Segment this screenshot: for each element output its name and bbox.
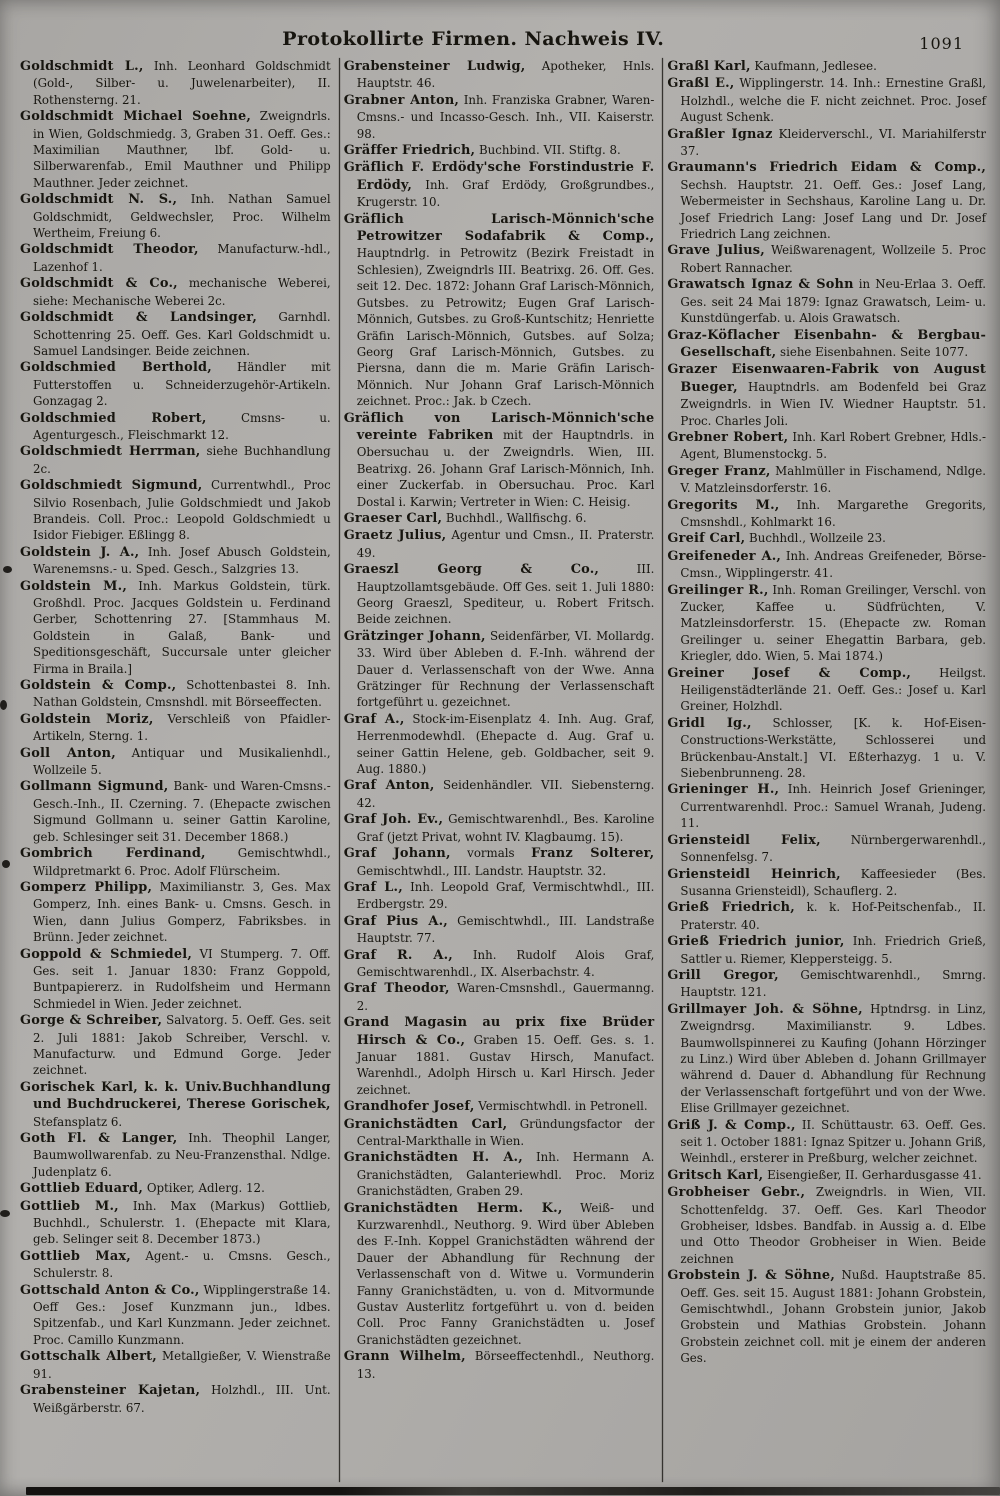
firm-name: Graf Joh. Ev.,	[343, 812, 444, 828]
directory-entry	[344, 410, 655, 510]
directory-entry	[667, 159, 986, 242]
directory-entry	[344, 980, 655, 1014]
firm-name: Grillmayer Joh. & Söhne,	[667, 1001, 863, 1017]
directory-entry	[344, 527, 655, 561]
directory-entry	[344, 1200, 655, 1349]
page-number: 1091	[919, 34, 964, 53]
scan-artifact-speck	[2, 860, 10, 868]
directory-entry	[20, 677, 331, 711]
firm-name: Goldschmidt & Landsinger,	[20, 310, 258, 326]
directory-entry	[344, 845, 655, 879]
entry-text: Inh. Andreas Greifeneder, Börse-Cmsn., Wipplingerstr. 41.	[680, 548, 986, 581]
entry-text: Eisengießer, II. Gerhardusgasse 41.	[763, 1167, 982, 1182]
directory-entry	[344, 1014, 655, 1098]
firm-name: Goldschmidt L.,	[20, 59, 144, 74]
firm-name: Goldschmiedt Herrman,	[20, 444, 201, 460]
directory-entry	[20, 108, 331, 191]
directory-entry	[20, 191, 331, 241]
firm-name: Grabensteiner Ludwig,	[343, 59, 526, 74]
entry-text: Agent.- u. Cmsns. Gesch., Schulerstr. 8.	[33, 1248, 331, 1281]
directory-entry	[20, 241, 331, 275]
directory-entry	[667, 548, 986, 582]
directory-entry	[667, 463, 986, 497]
directory-entry	[667, 933, 986, 967]
firm-name: Gorischek Karl, k. k. Univ.Buchhandlung und Buchdruckerei, Therese Gorischek,	[20, 1079, 331, 1113]
directory-entry	[20, 1282, 331, 1349]
entry-text: Apotheker, Hnls. Hauptstr. 46.	[356, 59, 655, 91]
entry-text: Kaffeesieder (Bes. Susanna Griensteidl), Schauflerg. 2.	[680, 866, 987, 898]
entry-text: Gründungsfactor der Central-Markthalle in Wien.	[356, 1116, 655, 1148]
entry-text: Buchhdl., Wollzeile 23.	[745, 531, 886, 546]
entry-text: Kleiderverschl., VI. Mariahilferstr 37.	[680, 126, 987, 159]
entry-text: Seidenfärber, VI. Mollardg. 33. Wird über Ableben d. F.-Inh. während der Dauer d. Verlassenschaft von der Wwe. Anna Grätzinger für Rechnung der Verlassenschaft fortgeführt u. gezeichnet.	[356, 628, 655, 710]
entry-text: Hptndrsg. in Linz, Zweigndrsg. Maximilianstr. 9. Ldbes. Baumwollspinnerei zu Kaufing (Johann Hörzinger zu Linz.) Wird über Ableben d. Johann Grillmayer während d. Dauer d. Abhandlung für Rechnung der Verlassenschaft fortgeführt und von der Wwe. Elise Grillmayer gezeichnet.	[680, 1001, 987, 1116]
firm-name: Goldschmied Robert,	[20, 410, 207, 426]
firm-name: Gottschald Anton & Co.,	[20, 1282, 200, 1298]
directory-entry	[667, 832, 986, 866]
directory-column-3	[667, 58, 990, 1482]
directory-entry	[667, 665, 986, 715]
directory-entry	[344, 561, 655, 628]
firm-name: Goldschmidt Michael Soehne,	[20, 109, 252, 125]
entry-text: Verschleiß von Pfaidler-Artikeln, Sterng. 1.	[33, 711, 331, 744]
entry-text: Weiß- und Kurzwarenhdl., Neuthorg. 9. Wird über Ableben des F.-Inh. Koppel Granichstädten während der Dauer der Abhandlung für Rechnung der Verlassenschaft von d. Witwe u. Vormunderin Fanny Granichstädten, u. von d. Mitvormunde Gustav Austerlitz fortgeführt u. von d. beiden Coll. Proc Fanny Granichstädten u. Josef Granichstädten gezeichnet.	[356, 1200, 655, 1347]
directory-entry	[20, 275, 331, 309]
directory-column-1	[20, 58, 335, 1482]
directory-entry	[667, 126, 986, 160]
entry-text: III. Hauptzollamtsgebäude. Off Ges. seit 1. Juli 1880: Georg Graeszl, Spediteur, u. Robert Fritsch. Beide zeichnen.	[356, 562, 655, 627]
firm-name: Granichstädten Herm. K.,	[343, 1200, 563, 1216]
firm-name: Gräffer Friedrich,	[343, 143, 476, 159]
directory-entry	[667, 582, 986, 665]
firm-name: Greiner Josef & Comp.,	[667, 665, 912, 681]
firm-name: Goldschmidt N. S.,	[20, 192, 178, 208]
scan-artifact-speck	[3, 566, 12, 573]
column-divider	[339, 58, 340, 1482]
firm-name: Goll Anton,	[20, 745, 116, 761]
entry-text: Inh. Franziska Grabner, Waren-Cmsns.- und Incasso-Gesch. Inh., VII. Kaiserstr. 98.	[356, 92, 655, 141]
directory-entry	[344, 211, 655, 410]
entry-text: Kaufmann, Jedlesee.	[750, 59, 877, 73]
directory-entry	[667, 242, 986, 276]
firm-name: Gräflich Larisch-Mönnich'sche Petrowitzer Sodafabrik & Comp.,	[343, 211, 655, 245]
scan-artifact-speck	[0, 700, 7, 710]
directory-entry	[344, 947, 655, 981]
directory-entry	[667, 1001, 986, 1117]
firm-name: Goldstein & Comp.,	[20, 678, 177, 694]
entry-text: II. Schüttaustr. 63. Oeff. Ges. seit 1. October 1881: Ignaz Spitzer u. Johann Griß, Weinhdl., ersterer in Preßburg, welcher zeichnet.	[680, 1117, 987, 1166]
firm-name: Gollmann Sigmund,	[20, 779, 169, 795]
entry-text: Currentwhdl., Proc Silvio Rosenbach, Julie Goldschmiedt und Jakob Brandeis. Coll. Proc.: Leopold Goldschmiedt u Isidor Fiebiger. Eßlingg 8.	[33, 478, 331, 543]
directory-entry	[667, 715, 986, 782]
firm-name: Griensteidl Heinrich,	[667, 866, 841, 882]
entry-text: Stefansplatz 6.	[33, 1114, 123, 1129]
firm-name: Grabner Anton,	[343, 92, 460, 108]
entry-text: Gemischtwarenhdl., Smrng. Hauptstr. 121.	[680, 967, 986, 1000]
entry-text: Weißwarenagent, Wollzeile 5. Proc Robert Rannacher.	[680, 243, 987, 275]
directory-entry	[667, 967, 986, 1001]
directory-entry	[20, 845, 331, 879]
firm-name: Griß J. & Comp.,	[667, 1117, 796, 1133]
entry-text: Stock-im-Eisenplatz 4. Inh. Aug. Graf, Herrenmodewhdl. (Ehepacte d. Aug. Graf u. seiner Gattin Helene, geb. Goldbacher, seit 9. Aug. 1880.)	[356, 711, 655, 777]
directory-entry	[344, 159, 655, 210]
directory-entry	[667, 1184, 986, 1267]
directory-entry	[667, 276, 986, 326]
firm-name: Goldstein M.,	[20, 578, 128, 594]
firm-name: Grieß Friedrich junior,	[667, 934, 845, 950]
entry-text: Inh. Hermann A. Granichstädten, Galanteriewhdl. Proc. Moriz Granichstädten, Graben 29.	[356, 1150, 655, 1199]
directory-entry	[20, 1198, 331, 1248]
firm-name: Gottschalk Albert,	[20, 1349, 157, 1365]
directory-entry	[20, 58, 331, 108]
directory-entry	[20, 1248, 331, 1282]
directory-entry	[20, 1382, 331, 1416]
firm-name: Griensteidl Felix,	[667, 832, 821, 848]
firm-name: Grave Julius,	[667, 243, 765, 259]
scan-artifact-speck	[0, 1210, 10, 1217]
entry-text: Inh. Margarethe Gregorits, Cmsnshdl., Kohlmarkt 16.	[680, 497, 986, 529]
entry-text: Mahlmüller in Fischamend, Ndlge. V. Matzleinsdorferstr. 16.	[680, 463, 987, 496]
firm-name: Goldschmiedt Sigmund,	[20, 478, 203, 494]
directory-entry	[20, 711, 331, 745]
entry-text: Inh. Max (Markus) Gottlieb, Buchhdl., Schulerstr. 1. (Ehepacte mit Klara, geb. Selinger seit 8. December 1873.)	[33, 1198, 331, 1247]
entry-text: Schlosser, [K. k. Hof-Eisen-Constructions-Werkstätte, Schlosserei und Brückenbau-Anstalt.] VI. Eßterhazyg. 1 u. V. Siebenbrunneng. 28.	[680, 715, 987, 781]
firm-name: Grobheiser Gebr.,	[667, 1185, 806, 1201]
firm-name: Graf L.,	[343, 879, 403, 895]
entry-text: Garnhdl. Schottenring 25. Oeff. Ges. Karl Goldschmidt u. Samuel Landsinger. Beide zeichnen.	[33, 310, 331, 358]
entry-text: Salvatorg. 5. Oeff. Ges. seit 2. Juli 1881: Jakob Schreiber, Verschl. v. Manufacturw. und Edmund Gorge. Jeder zeichnet.	[33, 1013, 331, 1078]
firm-name: Greif Carl,	[667, 531, 746, 547]
firm-name: Grill Gregor,	[667, 967, 779, 983]
directory-entry	[344, 879, 655, 913]
firm-name: Graf A.,	[343, 711, 405, 727]
firm-name: Goldstein J. A.,	[20, 544, 140, 560]
directory-entry	[344, 1098, 655, 1115]
entry-text: Händler mit Futterstoffen u. Schneiderzugehör-Artikeln. Gonzagag 2.	[33, 360, 331, 409]
entry-text: Maximilianstr. 3, Ges. Max Gomperz, Inh. eines Bank- u. Cmsns. Gesch. in Wien, dann Julius Gomperz, Fabriksbes. in Brünn. Jeder zeichnet.	[33, 879, 331, 945]
entry-text: Inh. Karl Robert Grebner, Hdls.-Agent, Blumenstockg. 5.	[680, 429, 987, 462]
directory-entry	[667, 530, 986, 547]
entry-text: Nürnbergerwarenhdl., Sonnenfelsg. 7.	[680, 832, 987, 865]
entry-text: Buchhdl., Wallfischg. 6.	[442, 510, 587, 525]
directory-entry	[344, 1149, 655, 1199]
directory-entry	[20, 1012, 331, 1079]
entry-text: Inh. Graf Erdödy, Großgrundbes., Krugerstr. 10.	[356, 177, 655, 210]
entry-text: Cmsns- u. Agenturgesch., Fleischmarkt 12.	[33, 410, 331, 442]
firm-name: Graf Pius A.,	[343, 913, 448, 929]
directory-entry	[344, 58, 655, 92]
directory-entry	[20, 443, 331, 477]
firm-name: Graßl Karl,	[667, 59, 751, 74]
entry-text: Sechsh. Hauptstr. 21. Oeff. Ges.: Josef Lang, Webermeister in Sechshaus, Karoline Lang u. Dr. Josef Friedrich Lang: Josef Lang und Dr. Josef Friedrich Lang zeichnen.	[680, 177, 987, 242]
directory-entry	[667, 429, 986, 463]
entry-text: Metallgießer, V. Wienstraße 91.	[33, 1349, 331, 1381]
directory-entry	[344, 92, 655, 142]
firm-name: Gregorits M.,	[667, 497, 780, 513]
entry-text: Schottenbastei 8. Inh. Nathan Goldstein, Cmsnshdl. mit Börseeffecten.	[33, 678, 331, 710]
directory-entry	[20, 309, 331, 359]
firm-name: Grieß Friedrich,	[667, 900, 795, 916]
entry-text: siehe Eisenbahnen. Seite 1077.	[776, 344, 969, 359]
firm-name: Goldschmidt Theodor,	[20, 242, 199, 258]
entry-text: Nußd. Hauptstraße 85. Oeff. Ges. seit 15. August 1881: Johann Grobstein, Gemischtwhdl., Johann Grobstein junior, Jakob Grobstein und Mathias Grobstein. Johann Grobstein zeichnet coll. mit je einem der anderen Ges.	[680, 1268, 987, 1366]
entry-text: Inh. Leopold Graf, Vermischtwhdl., III. Erdbergstr. 29.	[356, 879, 655, 912]
directory-entry	[20, 544, 331, 578]
directory-entry	[20, 1348, 331, 1382]
directory-entry	[667, 1167, 986, 1184]
directory-entry	[20, 1079, 331, 1130]
entry-text: Agentur und Cmsn., II. Praterstr. 49.	[356, 528, 655, 560]
directory-entry	[667, 899, 986, 933]
firm-name: Gritsch Karl,	[667, 1167, 764, 1183]
directory-entry	[667, 58, 986, 75]
entry-text: siehe Buchhandlung 2c.	[33, 444, 331, 476]
directory-entry	[667, 866, 986, 900]
entry-text: Zweigndrls. in Wien, VII. Schottenfeldg. 37. Oeff. Ges. Karl Theodor Grobheiser, ldsbes. Bandfab. in Aussig a. d. Elbe und Otto Theodor Grobheiser in Wien. Beide zeichnen	[680, 1185, 987, 1266]
directory-entry	[20, 477, 331, 544]
entry-text: Börseeffectenhdl., Neuthorg. 13.	[356, 1349, 655, 1381]
entry-text: VI Stumperg. 7. Off. Ges. seit 1. Januar 1830: Franz Goppold, Buntpapiererz. in Rudolfsheim und Hermann Schmiedel in Wien. Jeder zeichnet.	[33, 946, 331, 1011]
directory-entry	[667, 1267, 986, 1366]
directory-entry	[20, 1130, 331, 1180]
firm-name: Grand Magasin au prix fixe Brüder Hirsch & Co.,	[343, 1015, 655, 1048]
firm-name: Graf Anton,	[343, 778, 435, 794]
entry-text: mit der Hauptndrls. in Obersuchau u. der Zweigndrls. Wien, III. Beatrixg. 26. Johann Graf Larisch-Mönnich, Inh. einer Zuckerfab. in Obersuchau. Proc. Karl Dostal i. Karwin; Vertreter in Wien: C. Heisig.	[356, 427, 655, 509]
entry-text: Bank- und Waren-Cmsns.-Gesch.-Inh., II. Czerning. 7. (Ehepacte zwischen Sigmund Gollmann u. seiner Gattin Karoline, geb. Schlesinger seit 31. December 1868.)	[33, 779, 331, 844]
firm-name: Grawatsch Ignaz & Sohn	[667, 277, 854, 293]
entry-text: Gemischtwhdl., III. Landstr. Hauptstr. 32.	[356, 863, 607, 878]
firm-name: Graßl E.,	[667, 76, 735, 92]
firm-name: Graf Theodor,	[343, 981, 450, 997]
entry-text: Inh. Nathan Samuel Goldschmidt, Geldwechsler, Proc. Wilhelm Wertheim, Freiung 6.	[33, 192, 331, 241]
entry-text: Hauptndrlg. in Petrowitz (Bezirk Freistadt in Schlesien), Zweigndrls III. Beatrixg. 26. Off. Ges. seit 12. Dec. 1872: Johann Graf Larisch-Mönnich, Gutsbes. zu Petrowitz; Eugen Graf Larisch-Mönnich, Gutsbes. zu Groß-Kuntschitz; Henriette Gräfin Larisch-Mönnich, Gutsbes. auf Solza; Georg Graf Larisch-Mönnich, Gutsbes. zu Piersna, dann die m. Marie Gräfin Larisch-Mönnich. Nur Johann Graf Larisch-Mönnich zeichnet. Proc.: Jak. b Czech.	[356, 246, 655, 409]
firm-name: Graz-Köflacher Eisenbahn- & Bergbau-Gesellschaft,	[667, 327, 987, 360]
firm-name: Goppold & Schmiedel,	[20, 946, 193, 962]
directory-entry	[667, 361, 986, 429]
entry-text: Buchbind. VII. Stiftg. 8.	[475, 143, 621, 158]
directory-entry	[344, 1116, 655, 1150]
entry-text: Inh. Heinrich Josef Grieninger, Currentwarenhdl. Proc.: Samuel Wranah, Judeng. 11.	[680, 782, 987, 831]
entry-text: Antiquar und Musikalienhdl., Wollzeile 5.	[33, 745, 331, 778]
directory-entry	[20, 410, 331, 444]
entry-text: Inh. Josef Abusch Goldstein, Warenemsns.- u. Sped. Gesch., Salzgries 13.	[33, 544, 331, 577]
entry-text: Inh. Rudolf Alois Graf, Gemischtwarenhdl., IX. Alserbachstr. 4.	[356, 947, 655, 979]
directory-entry	[667, 781, 986, 831]
directory-entry	[667, 1117, 986, 1167]
firm-name: Gorge & Schreiber,	[20, 1013, 163, 1029]
entry-text: Inh. Roman Greilinger, Verschl. von Zucker, Kaffee u. Südfrüchten, V. Matzleinsdorferstr. 15. (Ehepacte zw. Roman Greilinger u. seiner Ehegattin Barbara, geb. Kriegler, ddo. Wien, 5. Mai 1874.)	[680, 582, 987, 664]
page-title: Protokollirte Firmen. Nachweis IV.	[282, 28, 665, 50]
directory-columns	[20, 58, 990, 1482]
firm-name: Goth Fl. & Langer,	[20, 1131, 178, 1146]
firm-name: Greilinger R.,	[667, 582, 769, 598]
directory-entry	[344, 777, 655, 811]
firm-name: Grandhofer Josef,	[343, 1099, 475, 1115]
directory-entry	[20, 946, 331, 1013]
entry-text: Optiker, Adlerg. 12.	[143, 1181, 265, 1196]
page-header	[0, 26, 1000, 60]
entry-text: Manufacturw.-hdl., Lazenhof 1.	[33, 242, 331, 274]
entry-text: in Neu-Erlaa 3. Oeff. Ges. seit 24 Mai 1879: Ignaz Grawatsch, Leim- u. Kunstdüngerfab. u. Alois Grawatsch.	[680, 277, 987, 326]
column-divider	[662, 58, 663, 1482]
entry-text: k. k. Hof-Peitschenfab., II. Praterstr. 40.	[680, 900, 987, 932]
entry-text: Inh. Leonhard Goldschmidt (Gold-, Silber- u. Juwelenarbeiter), II. Rothensterng. 21.	[33, 59, 331, 107]
directory-entry	[344, 913, 655, 947]
firm-name: Greifeneder A.,	[667, 548, 782, 564]
directory-column-2	[344, 58, 659, 1482]
directory-entry	[667, 75, 986, 125]
directory-entry	[20, 578, 331, 677]
firm-name: Gräflich von Larisch-Mönnich'sche vereinte Fabriken	[343, 410, 655, 443]
directory-entry	[20, 778, 331, 845]
firm-name: Franz Solterer,	[531, 846, 655, 862]
entry-text: Inh. Theophil Langer, Baumwollwarenfab. zu Neu-Franzensthal. Ndlge. Judenplatz 6.	[33, 1131, 331, 1179]
directory-entry	[344, 811, 655, 845]
firm-name: Graf Johann,	[343, 846, 451, 862]
firm-name: Gottlieb Eduard,	[20, 1181, 144, 1197]
entry-text: Wipplingerstraße 14. Oeff Ges.: Josef Kunzmann jun., ldbes. Spitzenfab., und Karl Kunzmann. Jeder zeichnet. Proc. Camillo Kunzmann.	[33, 1282, 331, 1347]
directory-entry	[20, 1180, 331, 1197]
directory-entry	[667, 497, 986, 531]
entry-text: Gemischtwhdl., Wildpretmarkt 6. Proc. Adolf Flürscheim.	[33, 846, 331, 878]
firm-name: Goldschmied Berthold,	[20, 360, 212, 376]
firm-name: Grann Wilhelm,	[343, 1349, 466, 1365]
entry-text: Graben 15. Oeff. Ges. s. 1. Januar 1881. Gustav Hirsch, Manufact. Warenhdl., Adolph Hirsch u. Karl Hirsch. Jeder zeichnet.	[356, 1032, 655, 1097]
entry-text: Wipplingerstr. 14. Inh.: Ernestine Graßl, Holzhdl., welche die F. nicht zeichnet. Proc. Josef August Schenk.	[680, 76, 987, 125]
directory-entry	[20, 745, 331, 779]
scan-artifact-bottom-edge	[26, 1487, 1000, 1495]
firm-name: Grätzinger Johann,	[343, 628, 486, 644]
entry-text: Heilgst. Heiligenstädterlände 21. Oeff. Ges.: Josef u. Karl Greiner, Holzhdl.	[680, 665, 987, 714]
firm-name: Graf R. A.,	[343, 947, 453, 963]
firm-name: Granichstädten Carl,	[343, 1116, 508, 1132]
firm-name: Goldschmidt & Co.,	[20, 276, 178, 292]
firm-name: Gräflich F. Erdödy'sche Forstindustrie F. Erdödy,	[343, 160, 655, 193]
directory-entry	[344, 142, 655, 159]
firm-name: Grazer Eisenwaaren-Fabrik von August Bueger,	[667, 362, 987, 395]
entry-text: Vermischtwhdl. in Petronell.	[474, 1099, 648, 1114]
firm-name: Graeszl Georg & Co.,	[343, 562, 600, 578]
firm-name: Gombrich Ferdinand,	[20, 846, 206, 862]
entry-text: Hauptndrls. am Bodenfeld bei Graz Zweigndrls. in Wien IV. Wiedner Hauptstr. 51. Proc. Charles Joli.	[680, 379, 987, 428]
firm-name: Gottlieb M.,	[20, 1198, 119, 1214]
firm-name: Grieninger H.,	[667, 782, 780, 798]
directory-entry	[344, 1348, 655, 1382]
firm-name: Graumann's Friedrich Eidam & Comp.,	[667, 160, 987, 176]
entry-text: Gemischtwarenhdl., Bes. Karoline Graf (jetzt Privat, wohnt IV. Klagbaumg. 15).	[356, 812, 655, 844]
firm-name: Grabensteiner Kajetan,	[20, 1383, 201, 1399]
entry-text: Holzhdl., III. Unt. Weißgärberstr. 67.	[33, 1383, 331, 1415]
firm-name: Greger Franz,	[667, 463, 771, 479]
directory-entry	[344, 628, 655, 711]
firm-name: Grobstein J. & Söhne,	[667, 1268, 836, 1284]
directory-entry	[344, 711, 655, 778]
firm-name: Goldstein Moriz,	[20, 711, 154, 727]
directory-entry	[20, 879, 331, 946]
entry-text: Seidenhändler. VII. Siebensterng. 42.	[356, 778, 655, 810]
entry-text: Waren-Cmsnshdl., Gauermanng. 2.	[356, 981, 655, 1013]
entry-text: Inh. Markus Goldstein, türk. Großhdl. Proc. Jacques Goldstein u. Ferdinand Gerber, Schottenring 27. [Stammhaus M. Goldstein in Galaß, Bank- und Speditionsgeschäft, Succursale unter gleicher Firma in Braila.]	[33, 578, 331, 676]
firm-name: Gomperz Philipp,	[20, 879, 153, 895]
entry-text: Gemischtwhdl., III. Landstraße Hauptstr. 77.	[356, 913, 655, 946]
firm-name: Granichstädten H. A.,	[343, 1150, 523, 1166]
directory-entry	[344, 510, 655, 527]
firm-name: Graetz Julius,	[343, 528, 447, 544]
entry-text: vormals	[450, 846, 532, 861]
firm-name: Graßler Ignaz	[667, 126, 773, 142]
firm-name: Grebner Robert,	[667, 429, 789, 445]
directory-entry	[667, 327, 986, 362]
firm-name: Gridl Ig.,	[667, 715, 752, 731]
firm-name: Graeser Carl,	[343, 510, 443, 526]
entry-text: mechanische Weberei, siehe: Mechanische Weberei 2c.	[33, 276, 331, 308]
entry-text: Inh. Friedrich Grieß, Sattler u. Riemer, Kleppersteigg. 5.	[680, 934, 987, 966]
entry-text: Zweigndrls. in Wien, Goldschmiedg. 3, Graben 31. Oeff. Ges.: Maximilian Mauthner, lbf. Gold- u. Silberwarenfab., Emil Mauthner und Philipp Mauthner. Jeder zeichnet.	[33, 109, 331, 190]
firm-name: Gottlieb Max,	[20, 1248, 131, 1264]
directory-entry	[20, 359, 331, 409]
